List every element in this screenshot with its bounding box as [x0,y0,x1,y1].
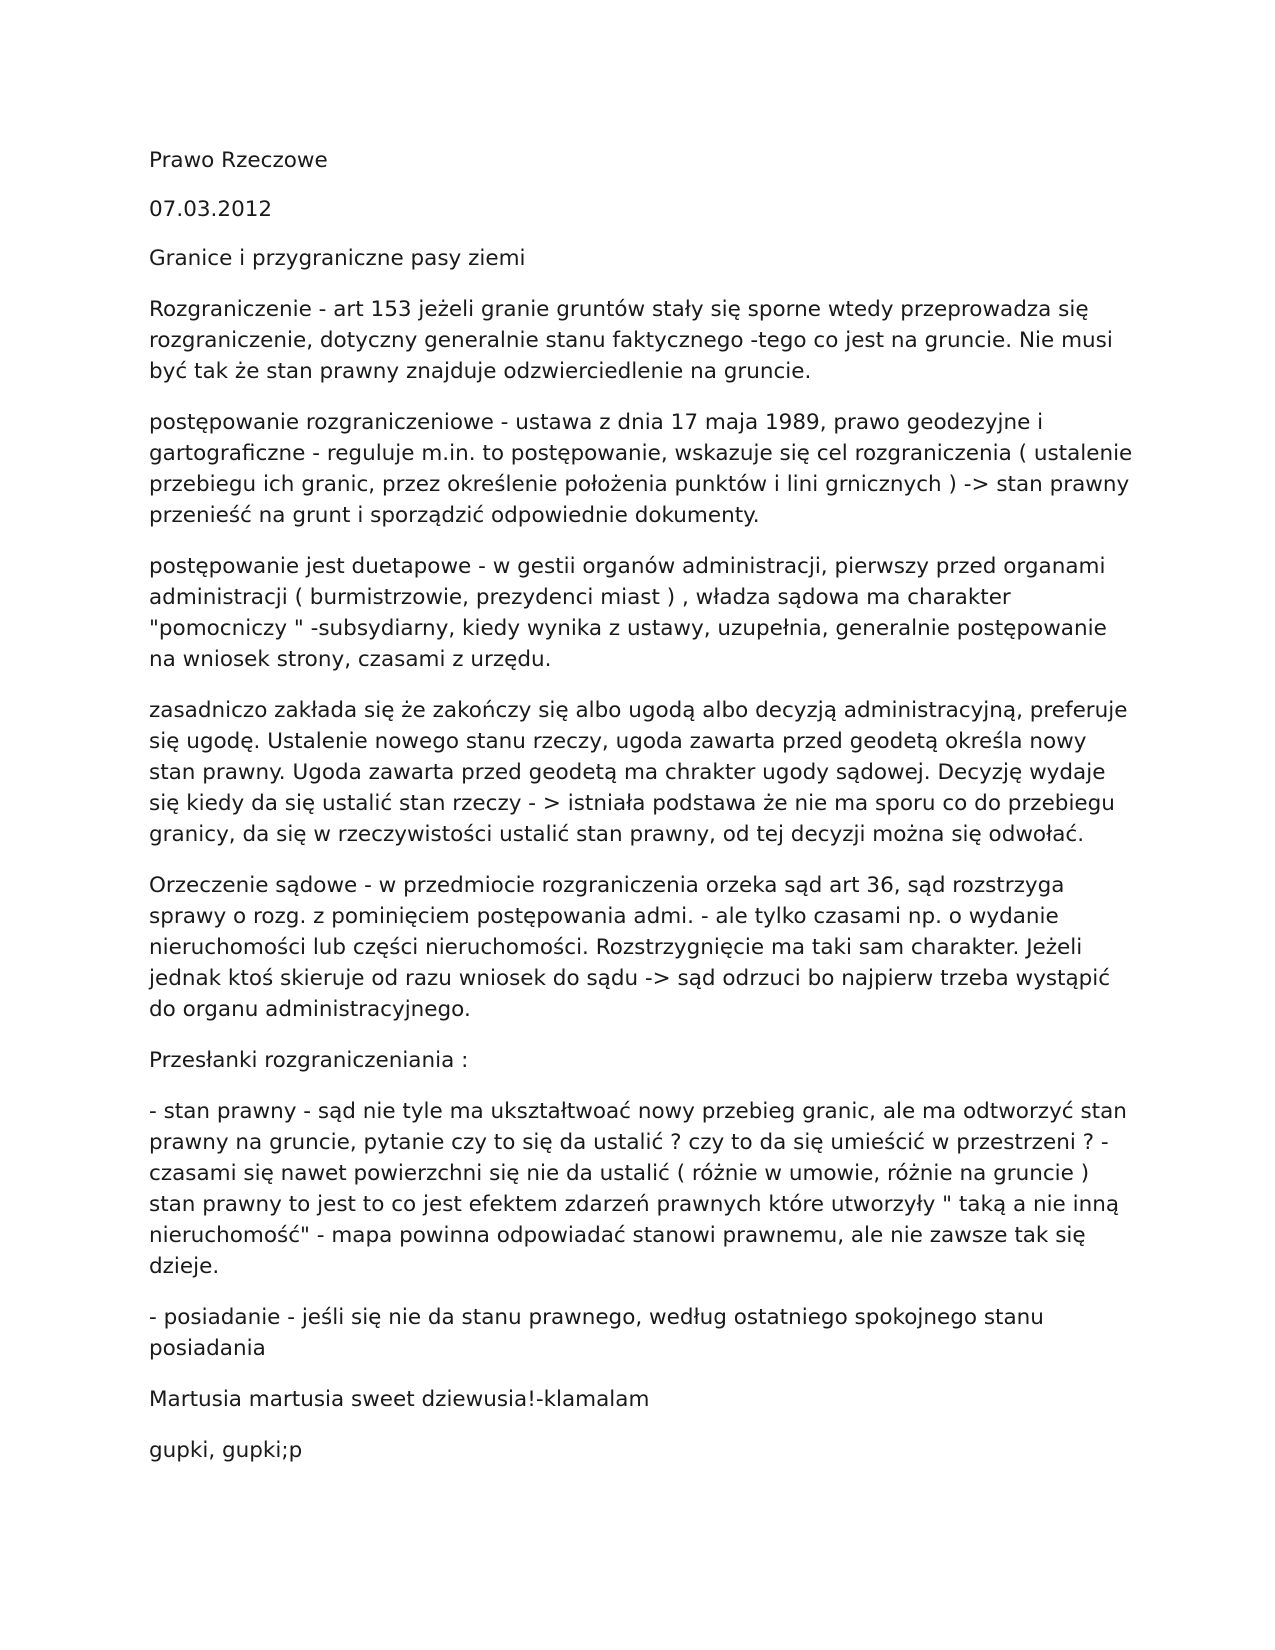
paragraph-rozgraniczenie: Rozgraniczenie - art 153 jeżeli granie gruntów stały się sporne wtedy przeprowadza się rozgraniczenie, dotyczny generalnie stanu faktycznego -tego co jest na gruncie. Nie musi być tak że stan prawny znajduje odzwierciedlenie na gruncie. [149,297,1113,384]
document-body [149,145,1139,1486]
paragraph-postepowanie-duetapowe: postępowanie jest duetapowe - w gestii organów administracji, pierwszy przed organami administracji ( burmistrzowie, prezydenci miast ) , władza sądowa ma charakter "pomocniczy " -subsydiarny, kiedy wynika z ustawy, uzupełnia, generalnie postępowanie na wniosek strony, czasami z urzędu. [149,554,1107,672]
paragraph-przeslanki-heading: Przesłanki rozgraniczeniania : [149,1048,469,1073]
paragraph-note-2: gupki, gupki;p [149,1438,303,1463]
document-date: 07.03.2012 [149,197,273,222]
paragraph-note-1: Martusia martusia sweet dziewusia!-klamalam [149,1387,650,1412]
paragraph-posiadanie: - posiadanie - jeśli się nie da stanu prawnego, według ostatniego spokojnego stanu posiadania [149,1305,1044,1361]
document-title: Prawo Rzeczowe [149,148,328,173]
paragraph-postepowanie-rozgraniczeniowe: postępowanie rozgraniczeniowe - ustawa z dnia 17 maja 1989, prawo geodezyjne i gartograficzne - reguluje m.in. to postępowanie, wskazuje się cel rozgraniczenia ( ustalenie przebiegu ich granic, przez określenie położenia punktów i lini grnicznych ) -> stan prawny przenieść na grunt i sporządzić odpowiednie dokumenty. [149,410,1133,528]
paragraph-ugoda-decyzja: zasadniczo zakłada się że zakończy się albo ugodą albo decyzją administracyjną, preferuje się ugodę. Ustalenie nowego stanu rzeczy, ugoda zawarta przed geodetą określa nowy stan prawny. Ugoda zawarta przed geodetą ma chrakter ugody sądowej. Decyzję wydaje się kiedy da się ustalić stan rzeczy - > istniała podstawa że nie ma sporu co do przebiegu granicy, da się w rzeczywistości ustalić stan prawny, od tej decyzji można się odwołać. [149,698,1128,847]
document-topic: Granice i przygraniczne pasy ziemi [149,246,526,271]
paragraph-stan-prawny: - stan prawny - sąd nie tyle ma ukształtwoać nowy przebieg granic, ale ma odtworzyć stan prawny na gruncie, pytanie czy to się da ustalić ? czy to da się umieścić w przestrzeni ? - czasami się nawet powierzchni się nie da ustalić ( różnie w umowie, różnie na gruncie ) stan prawny to jest to co jest efektem zdarzeń prawnych które utworzyły " taką a nie inną nieruchomość" - mapa powinna odpowiadać stanowi prawnemu, ale nie zawsze tak się dzieje. [149,1099,1127,1279]
paragraph-orzeczenie-sadowe: Orzeczenie sądowe - w przedmiocie rozgraniczenia orzeka sąd art 36, sąd rozstrzyga sprawy o rozg. z pominięciem postępowania admi. - ale tylko czasami np. o wydanie nieruchomości lub części nieruchomości. Rozstrzygnięcie ma taki sam charakter. Jeżeli jednak ktoś skieruje od razu wniosek do sądu -> sąd odrzuci bo najpierw trzeba wystąpić do organu administracyjnego. [149,873,1111,1022]
